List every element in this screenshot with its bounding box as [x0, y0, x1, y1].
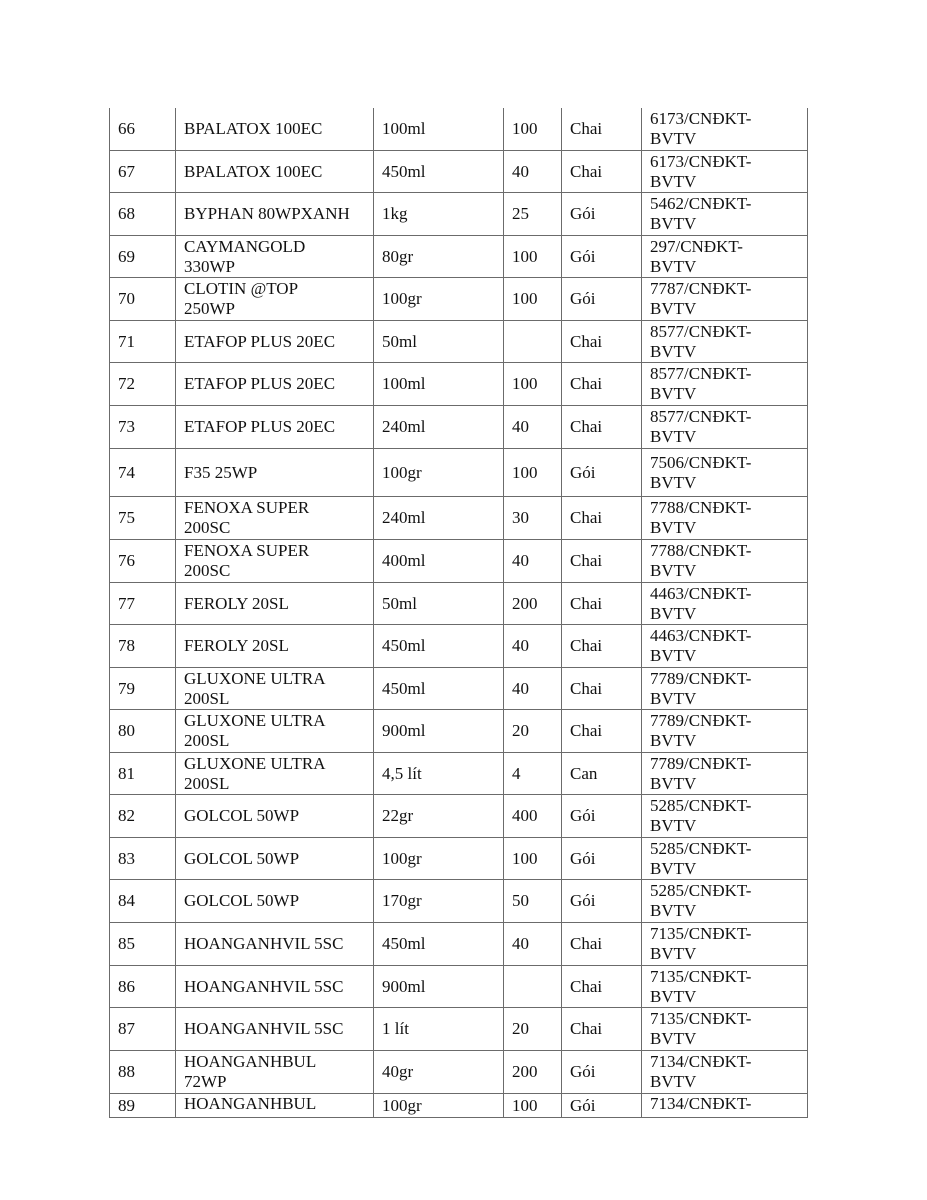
quantity: 40: [503, 151, 561, 192]
table-row: [110, 321, 807, 363]
quantity: 20: [503, 710, 561, 752]
table-row: [110, 1051, 807, 1094]
row-number: 74: [118, 462, 135, 482]
product-name-line: GLUXONE ULTRA: [184, 711, 326, 730]
unit: Gói: [561, 193, 641, 235]
registration-number: [641, 278, 807, 320]
package-size: 100gr: [373, 278, 503, 320]
product-name-line: 330WP: [184, 256, 235, 276]
package-size: 450ml: [373, 625, 503, 667]
row-number: 73: [118, 417, 135, 436]
unit: Chai: [561, 497, 641, 539]
quantity: 100: [503, 1094, 561, 1117]
unit: Gói: [561, 838, 641, 879]
unit: Chai: [561, 710, 641, 752]
registration-number-line: BVTV: [650, 646, 697, 665]
product-name-line: 200SC: [184, 561, 231, 580]
quantity: 40: [503, 625, 561, 667]
product-name-line: FEROLY 20SL: [184, 593, 289, 613]
registration-number-line: BVTV: [650, 256, 697, 276]
registration-number-line: BVTV: [650, 129, 697, 148]
registration-number-line: 5285/CNĐKT-: [650, 881, 752, 900]
package-size: 450ml: [373, 668, 503, 709]
unit: Gói: [561, 449, 641, 496]
unit: Chai: [561, 151, 641, 192]
unit: Chai: [561, 966, 641, 1007]
registration-number-line: 5462/CNĐKT-: [650, 194, 752, 213]
product-name: [175, 278, 373, 320]
registration-number: [641, 583, 807, 624]
package-size: 40gr: [373, 1051, 503, 1093]
table-row: [110, 838, 807, 880]
product-name-line: HOANGANHBUL: [184, 1094, 317, 1113]
quantity: 400: [503, 795, 561, 837]
product-table: [109, 108, 808, 1118]
registration-number-line: 6173/CNĐKT-: [650, 109, 752, 128]
unit: Chai: [561, 668, 641, 709]
registration-number-line: 8577/CNĐKT-: [650, 407, 752, 426]
registration-number-line: BVTV: [650, 384, 697, 403]
unit: Gói: [561, 880, 641, 922]
quantity: 100: [503, 278, 561, 320]
package-size: 50ml: [373, 583, 503, 624]
product-name: [175, 406, 373, 448]
row-number: 77: [118, 593, 135, 613]
row-number: 67: [118, 161, 135, 181]
registration-number-line: 7134/CNĐKT-: [650, 1094, 752, 1113]
registration-number-line: 5285/CNĐKT-: [650, 796, 752, 815]
unit: Can: [561, 753, 641, 794]
registration-number-line: BVTV: [650, 299, 697, 318]
registration-number-line: BVTV: [650, 518, 697, 537]
product-name-line: FEROLY 20SL: [184, 636, 289, 655]
package-size: 450ml: [373, 151, 503, 192]
row-number: 71: [118, 331, 135, 351]
table-row: [110, 923, 807, 966]
product-name: [175, 880, 373, 922]
table-row: [110, 668, 807, 710]
unit: Chai: [561, 625, 641, 667]
unit: Chai: [561, 583, 641, 624]
registration-number-line: BVTV: [650, 944, 697, 963]
quantity: 100: [503, 838, 561, 879]
table-row: [110, 108, 807, 151]
package-size: 400ml: [373, 540, 503, 582]
row-number: 68: [118, 204, 135, 223]
row-number: 70: [118, 289, 135, 308]
package-size: 22gr: [373, 795, 503, 837]
row-number: 66: [118, 119, 135, 138]
quantity: 25: [503, 193, 561, 235]
product-name: [175, 540, 373, 582]
product-name-line: GOLCOL 50WP: [184, 806, 300, 825]
package-size: 450ml: [373, 923, 503, 965]
registration-number: [641, 193, 807, 235]
table-row: [110, 363, 807, 406]
package-size: 100ml: [373, 363, 503, 405]
registration-number-line: BVTV: [650, 1072, 697, 1091]
table-row: [110, 151, 807, 193]
unit: Chai: [561, 321, 641, 362]
package-size: 900ml: [373, 710, 503, 752]
product-name-line: HOANGANHVIL 5SC: [184, 976, 344, 996]
quantity: 100: [503, 449, 561, 496]
registration-number-line: 7788/CNĐKT-: [650, 541, 752, 560]
product-name-line: CAYMANGOLD: [184, 236, 306, 256]
row-number: 69: [118, 246, 135, 266]
row-number: 75: [118, 508, 135, 527]
registration-number: [641, 151, 807, 192]
product-name-line: HOANGANHVIL 5SC: [184, 934, 344, 953]
product-name-line: ETAFOP PLUS 20EC: [184, 417, 336, 436]
quantity: 200: [503, 583, 561, 624]
package-size: 900ml: [373, 966, 503, 1007]
product-name-line: FENOXA SUPER: [184, 541, 310, 560]
table-row: [110, 1008, 807, 1051]
product-name: [175, 668, 373, 709]
table-row: [110, 625, 807, 668]
package-size: 1 lít: [373, 1008, 503, 1050]
package-size: 240ml: [373, 406, 503, 448]
product-name: [175, 1094, 373, 1117]
registration-number: [641, 406, 807, 448]
registration-number: [641, 363, 807, 405]
quantity: [503, 321, 561, 362]
unit: Gói: [561, 1094, 641, 1117]
registration-number-line: 8577/CNĐKT-: [650, 364, 752, 383]
table-row: [110, 880, 807, 923]
registration-number-line: 7506/CNĐKT-: [650, 452, 752, 472]
package-size: 170gr: [373, 880, 503, 922]
quantity: [503, 966, 561, 1007]
row-number: 80: [118, 721, 135, 740]
table-row: [110, 278, 807, 321]
package-size: 100gr: [373, 838, 503, 879]
registration-number: [641, 923, 807, 965]
product-name: [175, 497, 373, 539]
registration-number-line: 7789/CNĐKT-: [650, 668, 752, 688]
product-name-line: HOANGANHBUL: [184, 1052, 317, 1071]
registration-number-line: BVTV: [650, 472, 697, 492]
registration-number-line: 8577/CNĐKT-: [650, 321, 752, 341]
table-row: [110, 406, 807, 449]
quantity: 40: [503, 406, 561, 448]
row-number: 85: [118, 934, 135, 953]
package-size: 80gr: [373, 236, 503, 277]
row-number: 78: [118, 636, 135, 655]
product-name-line: 200SC: [184, 518, 231, 537]
unit: Chai: [561, 540, 641, 582]
quantity: 40: [503, 923, 561, 965]
registration-number: [641, 838, 807, 879]
registration-number-line: BVTV: [650, 858, 697, 878]
product-name: [175, 321, 373, 362]
product-name: [175, 236, 373, 277]
quantity: 40: [503, 540, 561, 582]
registration-number: [641, 1094, 807, 1117]
registration-number-line: 7135/CNĐKT-: [650, 966, 752, 986]
row-number: 86: [118, 976, 135, 996]
product-name-line: FENOXA SUPER: [184, 498, 310, 517]
registration-number-line: 6173/CNĐKT-: [650, 151, 752, 171]
product-name: [175, 795, 373, 837]
registration-number-line: 7789/CNĐKT-: [650, 753, 752, 773]
product-name: [175, 710, 373, 752]
row-number: 79: [118, 678, 135, 698]
table-row: [110, 449, 807, 497]
row-number: 87: [118, 1019, 135, 1038]
unit: Gói: [561, 795, 641, 837]
registration-number-line: BVTV: [650, 171, 697, 191]
unit: Gói: [561, 236, 641, 277]
product-name: [175, 625, 373, 667]
product-name-line: GOLCOL 50WP: [184, 891, 300, 910]
product-name-line: 72WP: [184, 1072, 227, 1091]
registration-number-line: 7134/CNĐKT-: [650, 1052, 752, 1071]
unit: Chai: [561, 406, 641, 448]
row-number: 83: [118, 848, 135, 868]
product-name-line: GLUXONE ULTRA: [184, 753, 326, 773]
registration-number-line: 297/CNĐKT-: [650, 236, 743, 256]
row-number: 82: [118, 806, 135, 825]
product-name: [175, 193, 373, 235]
package-size: 240ml: [373, 497, 503, 539]
registration-number: [641, 497, 807, 539]
product-name: [175, 753, 373, 794]
row-number: 84: [118, 891, 135, 910]
quantity: 20: [503, 1008, 561, 1050]
product-name: [175, 363, 373, 405]
registration-number-line: BVTV: [650, 816, 697, 835]
table-row: [110, 795, 807, 838]
registration-number-line: 7788/CNĐKT-: [650, 498, 752, 517]
package-size: 100gr: [373, 1094, 503, 1117]
product-name: [175, 583, 373, 624]
row-number: 81: [118, 763, 135, 783]
package-size: 4,5 lít: [373, 753, 503, 794]
product-name: [175, 108, 373, 150]
registration-number-line: 4463/CNĐKT-: [650, 583, 752, 603]
unit: Chai: [561, 363, 641, 405]
quantity: 30: [503, 497, 561, 539]
table-row: [110, 540, 807, 583]
registration-number: [641, 236, 807, 277]
product-name-line: HOANGANHVIL 5SC: [184, 1019, 344, 1038]
table-row: [110, 753, 807, 795]
registration-number: [641, 1008, 807, 1050]
package-size: 1kg: [373, 193, 503, 235]
registration-number-line: BVTV: [650, 427, 697, 446]
product-name-line: BYPHAN 80WPXANH: [184, 204, 350, 223]
registration-number: [641, 710, 807, 752]
registration-number: [641, 1051, 807, 1093]
unit: Chai: [561, 923, 641, 965]
product-name-line: GLUXONE ULTRA: [184, 668, 326, 688]
quantity: 200: [503, 1051, 561, 1093]
package-size: 50ml: [373, 321, 503, 362]
registration-number: [641, 108, 807, 150]
registration-number-line: BVTV: [650, 688, 697, 708]
registration-number: [641, 540, 807, 582]
registration-number: [641, 449, 807, 496]
product-name-line: BPALATOX 100EC: [184, 119, 323, 138]
table-row: [110, 497, 807, 540]
product-name: [175, 966, 373, 1007]
product-name-line: F35 25WP: [184, 462, 258, 482]
table-row: [110, 710, 807, 753]
product-name: [175, 838, 373, 879]
registration-number: [641, 966, 807, 1007]
quantity: 100: [503, 108, 561, 150]
registration-number-line: BVTV: [650, 341, 697, 361]
registration-number: [641, 625, 807, 667]
table-row: [110, 193, 807, 236]
product-name: [175, 923, 373, 965]
product-name-line: 200SL: [184, 773, 230, 793]
row-number: 72: [118, 374, 135, 393]
table-row: [110, 236, 807, 278]
quantity: 100: [503, 363, 561, 405]
registration-number-line: 7135/CNĐKT-: [650, 924, 752, 943]
registration-number-line: BVTV: [650, 901, 697, 920]
product-name-line: GOLCOL 50WP: [184, 848, 300, 868]
registration-number-line: 7789/CNĐKT-: [650, 711, 752, 730]
registration-number-line: BVTV: [650, 214, 697, 233]
product-name-line: CLOTIN @TOP: [184, 279, 299, 298]
registration-number: [641, 668, 807, 709]
registration-number-line: BVTV: [650, 731, 697, 750]
unit: Chai: [561, 1008, 641, 1050]
registration-number-line: 7135/CNĐKT-: [650, 1009, 752, 1028]
table-row: [110, 1094, 807, 1118]
product-name: [175, 449, 373, 496]
table-row: [110, 583, 807, 625]
row-number: 89: [118, 1095, 135, 1115]
product-name-line: 200SL: [184, 688, 230, 708]
row-number: 88: [118, 1062, 135, 1081]
registration-number-line: BVTV: [650, 986, 697, 1006]
table-row: [110, 966, 807, 1008]
quantity: 40: [503, 668, 561, 709]
registration-number-line: BVTV: [650, 561, 697, 580]
registration-number-line: BVTV: [650, 603, 697, 623]
product-name: [175, 1008, 373, 1050]
registration-number-line: BVTV: [650, 773, 697, 793]
registration-number-line: 4463/CNĐKT-: [650, 626, 752, 645]
registration-number: [641, 321, 807, 362]
product-name: [175, 1051, 373, 1093]
unit: Gói: [561, 278, 641, 320]
unit: Chai: [561, 108, 641, 150]
product-name: [175, 151, 373, 192]
registration-number-line: 7787/CNĐKT-: [650, 279, 752, 298]
registration-number-line: BVTV: [650, 1029, 697, 1048]
package-size: 100ml: [373, 108, 503, 150]
product-name-line: BPALATOX 100EC: [184, 161, 323, 181]
quantity: 50: [503, 880, 561, 922]
unit: Gói: [561, 1051, 641, 1093]
registration-number: [641, 880, 807, 922]
quantity: 100: [503, 236, 561, 277]
registration-number: [641, 753, 807, 794]
product-name-line: ETAFOP PLUS 20EC: [184, 331, 336, 351]
package-size: 100gr: [373, 449, 503, 496]
registration-number: [641, 795, 807, 837]
product-name-line: 250WP: [184, 299, 235, 318]
product-name-line: 200SL: [184, 731, 230, 750]
product-name-line: ETAFOP PLUS 20EC: [184, 374, 336, 393]
registration-number-line: 5285/CNĐKT-: [650, 838, 752, 858]
row-number: 76: [118, 551, 135, 570]
quantity: 4: [503, 753, 561, 794]
